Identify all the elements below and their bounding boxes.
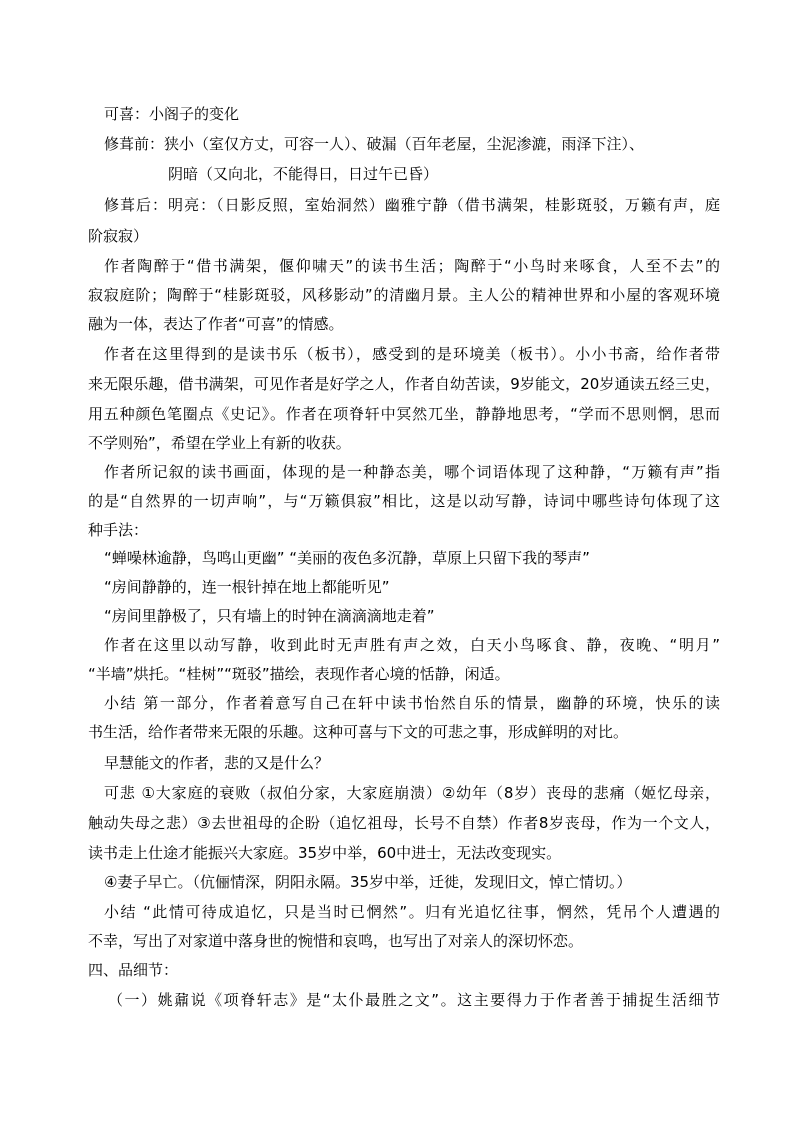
paragraph-line: 寂寂庭阶；陶醉于“桂影斑驳，风移影动”的清幽月景。主人公的精神世界和小屋的客观环境 [88, 286, 720, 304]
paragraph-line: 阴暗（又向北，不能得日，日过午已昏） [168, 165, 439, 183]
paragraph-line: 的是“自然界的一切声响”，与“万籁俱寂”相比，这是以动写静，诗词中哪些诗句体现了这 [88, 492, 720, 510]
paragraph-line: 用五种颜色笔圈点《史记》。作者在项脊轩中冥然兀坐，静静地思考，“学而不思则惘，思而 [88, 405, 720, 423]
paragraph-line: 融为一体，表达了作者“可喜”的情感。 [88, 315, 344, 333]
summary-line: 书生活，给作者带来无限的乐趣。这种可喜与下文的可悲之事，形成鲜明的对比。 [88, 723, 629, 741]
paragraph-line: 来无限乐趣，借书满架，可见作者是好学之人，作者自幼苦读，9岁能文，20岁通读五经三史， [88, 375, 720, 393]
paragraph-line: 阶寂寂） [88, 227, 149, 245]
paragraph-line: 作者在这里得到的是读书乐（板书），感受到的是环境美（板书）。小小书斋，给作者带 [104, 345, 720, 363]
paragraph-line: 修葺后：明亮：（日影反照，室始洞然）幽雅宁静（借书满架，桂影斑驳，万籁有声，庭 [104, 196, 720, 214]
paragraph-line: 读书走上仕途才能振兴大家庭。35岁中举，60中进士，无法改变现实。 [88, 844, 562, 862]
quote-line: “房间静静的，连一根针掉在地上都能听见” [104, 578, 390, 596]
paragraph-line: 可悲 ①大家庭的衰败（叔伯分家，大家庭崩溃）②幼年（8岁）丧母的悲痛（姬忆母亲， [104, 784, 720, 802]
quote-line: “房间里静极了，只有墙上的时钟在滴滴滴地走着” [104, 607, 435, 625]
paragraph-line: 不学则殆”，希望在学业上有新的收获。 [88, 434, 351, 452]
summary-line: 小结 “此情可待成追忆，只是当时已惘然”。归有光追忆往事，惘然，凭吊个人遭遇的 [104, 903, 720, 921]
paragraph-line: 修葺前：狭小（室仅方丈，可容一人）、破漏（百年老屋，尘泥渗漉，雨泽下注）、 [104, 135, 645, 153]
paragraph-line: 触动失母之悲）③去世祖母的企盼（追忆祖母，长号不自禁）作者8岁丧母，作为一个文人， [88, 814, 720, 832]
summary-line: 小结 第一部分，作者着意写自己在轩中读书怡然自乐的情景，幽静的环境，快乐的读 [104, 694, 720, 712]
paragraph-line: “半墙”烘托。“桂树”“斑驳”描绘，表现作者心境的恬静，闲适。 [88, 665, 510, 683]
paragraph-line: ④妻子早亡。（伉俪情深，阴阳永隔。35岁中举，迁徙，发现旧文，悼亡情切。） [104, 873, 632, 891]
paragraph-line: 种手法： [88, 521, 149, 539]
paragraph-line: 作者所记叙的读书画面，体现的是一种静态美，哪个词语体现了这种静，“万籁有声”指 [104, 463, 720, 481]
section-heading: 四、品细节： [88, 961, 179, 979]
paragraph-line: 作者在这里以动写静，收到此时无声胜有声之效，白天小鸟啄食、静，夜晚、“明月” [104, 636, 720, 654]
paragraph-line: 作者陶醉于“借书满架，偃仰啸天”的读书生活；陶醉于“小鸟时来啄食，人至不去”的 [104, 257, 720, 275]
quote-line: “蝉噪林逾静，鸟鸣山更幽” “美丽的夜色多沉静，草原上只留下我的琴声” [104, 549, 590, 567]
summary-line: 不幸，写出了对家道中落身世的惋惜和哀鸣，也写出了对亲人的深切怀恋。 [88, 932, 584, 950]
paragraph-line: （一）姚鼐说《项脊轩志》是“太仆最胜之文”。这主要得力于作者善于捕捉生活细节 [108, 991, 720, 1009]
question-line: 早慧能文的作者，悲的又是什么？ [104, 754, 330, 772]
heading-kexi: 可喜：小阁子的变化 [104, 105, 240, 123]
